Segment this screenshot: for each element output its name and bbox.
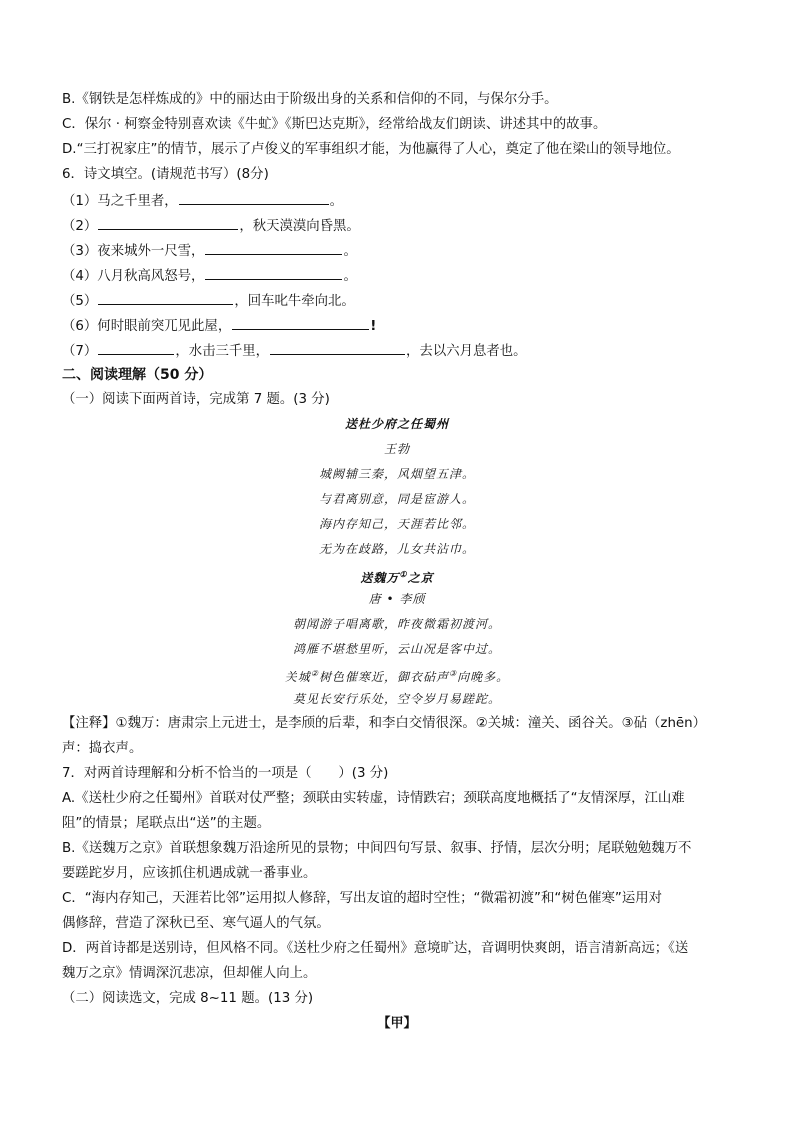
q6-item-1-suffix: 。 xyxy=(329,194,344,209)
answer-blank[interactable] xyxy=(270,340,405,355)
q6-item-4 xyxy=(62,265,734,287)
answer-blank[interactable] xyxy=(232,315,369,330)
q6-item-7-middle: ，水击三千里， xyxy=(175,344,270,359)
q6-item-3 xyxy=(62,240,734,262)
q7-option-a: A.《送杜少府之任蜀州》首联对仗严整；颈联由实转虚，诗情跌宕；颈联高度地概括了“友情深厚，江山难 xyxy=(62,791,685,806)
q6-item-3-prefix: （3）夜来城外一尺雪， xyxy=(62,244,205,259)
poem-1-title: 送杜少府之任蜀州 xyxy=(344,417,449,431)
q7-option-c: C．“海内存知己，天涯若比邻”运用拟人修辞，写出友谊的超时空性；“微霜初渡”和“树色催寒”运用对 xyxy=(62,891,662,906)
q6-item-3-suffix: 。 xyxy=(343,244,357,259)
notes-line: 【注释】①魏万：唐肃宗上元进士，是李颀的后辈，和李白交情很深。②关城：潼关、函谷关。③砧（zhēn） xyxy=(62,716,707,731)
poem-1-line: 与君离别意，同是宦游人。 xyxy=(318,492,475,506)
passage-jia-marker: 【甲】 xyxy=(377,1016,417,1031)
poem-1-line: 海内存知己，天涯若比邻。 xyxy=(318,517,475,531)
poem-2-line: 朝闻游子唱离歌，昨夜微霜初渡河。 xyxy=(292,617,501,631)
q7-option-d-cont: 魏万之京》情调深沉悲凉，但却催人向上。 xyxy=(62,966,317,981)
footnote-marker: ③ xyxy=(449,669,458,678)
poem-2-line-part: 树色催寒近，御衣砧声 xyxy=(318,670,449,684)
q6-item-6-prefix: （6）何时眼前突兀见此屋， xyxy=(62,319,232,334)
poem-1-line: 城阙辅三秦，风烟望五津。 xyxy=(318,467,475,481)
answer-blank[interactable] xyxy=(179,190,329,205)
part-2-instruction: （二）阅读选文，完成 8~11 题。(13 分) xyxy=(62,991,314,1006)
answer-blank[interactable] xyxy=(98,215,238,230)
section-2-title: 二、阅读理解（50 分） xyxy=(62,367,213,383)
option-b-line: B.《钢铁是怎样炼成的》中的丽达由于阶级出身的关系和信仰的不同，与保尔分手。 xyxy=(62,92,558,107)
q6-item-7-prefix: （7） xyxy=(62,344,98,359)
poem-2-title xyxy=(0,564,794,588)
q7-option-d: D．两首诗都是送别诗，但风格不同。《送杜少府之任蜀州》意境旷达，音调明快爽朗，语言清新高远；《送 xyxy=(62,941,689,956)
footnote-marker: ② xyxy=(310,669,319,678)
option-c-line: C．保尔 · 柯察金特别喜欢读《牛虻》《斯巴达克斯》，经常给战友们朗读、讲述其中的故事。 xyxy=(62,117,607,132)
answer-blank[interactable] xyxy=(205,265,342,280)
q6-item-2-prefix: （2） xyxy=(62,219,98,234)
poem-2-line: 鸿雁不堪愁里听，云山况是客中过。 xyxy=(292,642,501,656)
q6-item-6 xyxy=(62,315,734,337)
question-7-stem: 7．对两首诗理解和分析不恰当的一项是（ ）(3 分) xyxy=(62,766,389,781)
poem-2-line xyxy=(0,664,794,687)
notes-line: 声：捣衣声。 xyxy=(62,741,143,756)
poem-2-author: 唐 • 李颀 xyxy=(368,592,426,606)
answer-blank[interactable] xyxy=(98,290,233,305)
poem-2-line-part: 关城 xyxy=(284,670,311,684)
option-d-line: D.“三打祝家庄”的情节，展示了卢俊义的军事组织才能，为他赢得了人心，奠定了他在梁山的领导地位。 xyxy=(62,142,680,157)
q6-item-2 xyxy=(62,215,734,237)
poem-1-line: 无为在歧路，儿女共沾巾。 xyxy=(318,542,475,556)
q7-option-b: B.《送魏万之京》首联想象魏万沿途所见的景物；中间四句写景、叙事、抒情，层次分明；尾联勉勉魏万不 xyxy=(62,841,692,856)
footnote-marker: ① xyxy=(399,569,408,579)
q6-item-7-suffix: ，去以六月息者也。 xyxy=(406,344,527,359)
answer-blank[interactable] xyxy=(205,240,342,255)
q7-option-b-cont: 要蹉跎岁月，应该抓住机遇成就一番事业。 xyxy=(62,866,317,881)
answer-blank[interactable] xyxy=(98,340,174,355)
q6-item-5 xyxy=(62,290,734,312)
poem-2-title-part: 送魏万 xyxy=(360,571,400,585)
poem-2-title-part: 之京 xyxy=(407,571,434,585)
q7-option-a-cont: 阻”的情景；尾联点出“送”的主题。 xyxy=(62,816,271,831)
q6-item-4-prefix: （4）八月秋高风怒号， xyxy=(62,269,205,284)
q6-item-6-suffix: ! xyxy=(370,319,377,334)
poem-2-line-part: 向晚多。 xyxy=(457,670,510,684)
part-1-instruction: （一）阅读下面两首诗，完成第 7 题。(3 分) xyxy=(62,392,330,407)
q6-item-1 xyxy=(62,190,734,212)
q6-item-5-prefix: （5） xyxy=(62,294,98,309)
q6-item-2-suffix: ，秋天漠漠向昏黑。 xyxy=(239,219,360,234)
poem-2-line: 莫见长安行乐处，空令岁月易蹉跎。 xyxy=(292,692,501,706)
q6-item-5-suffix: ，回车叱牛牵向北。 xyxy=(234,294,355,309)
question-6-title: 6．诗文填空。(请规范书写）(8分) xyxy=(62,167,269,182)
q6-item-7 xyxy=(62,340,734,362)
q7-option-c-cont: 偶修辞，营造了深秋已至、寒气逼人的气氛。 xyxy=(62,916,330,931)
q6-item-4-suffix: 。 xyxy=(343,269,357,284)
poem-1-author: 王勃 xyxy=(383,442,410,456)
q6-item-1-prefix: （1）马之千里者， xyxy=(62,194,178,209)
